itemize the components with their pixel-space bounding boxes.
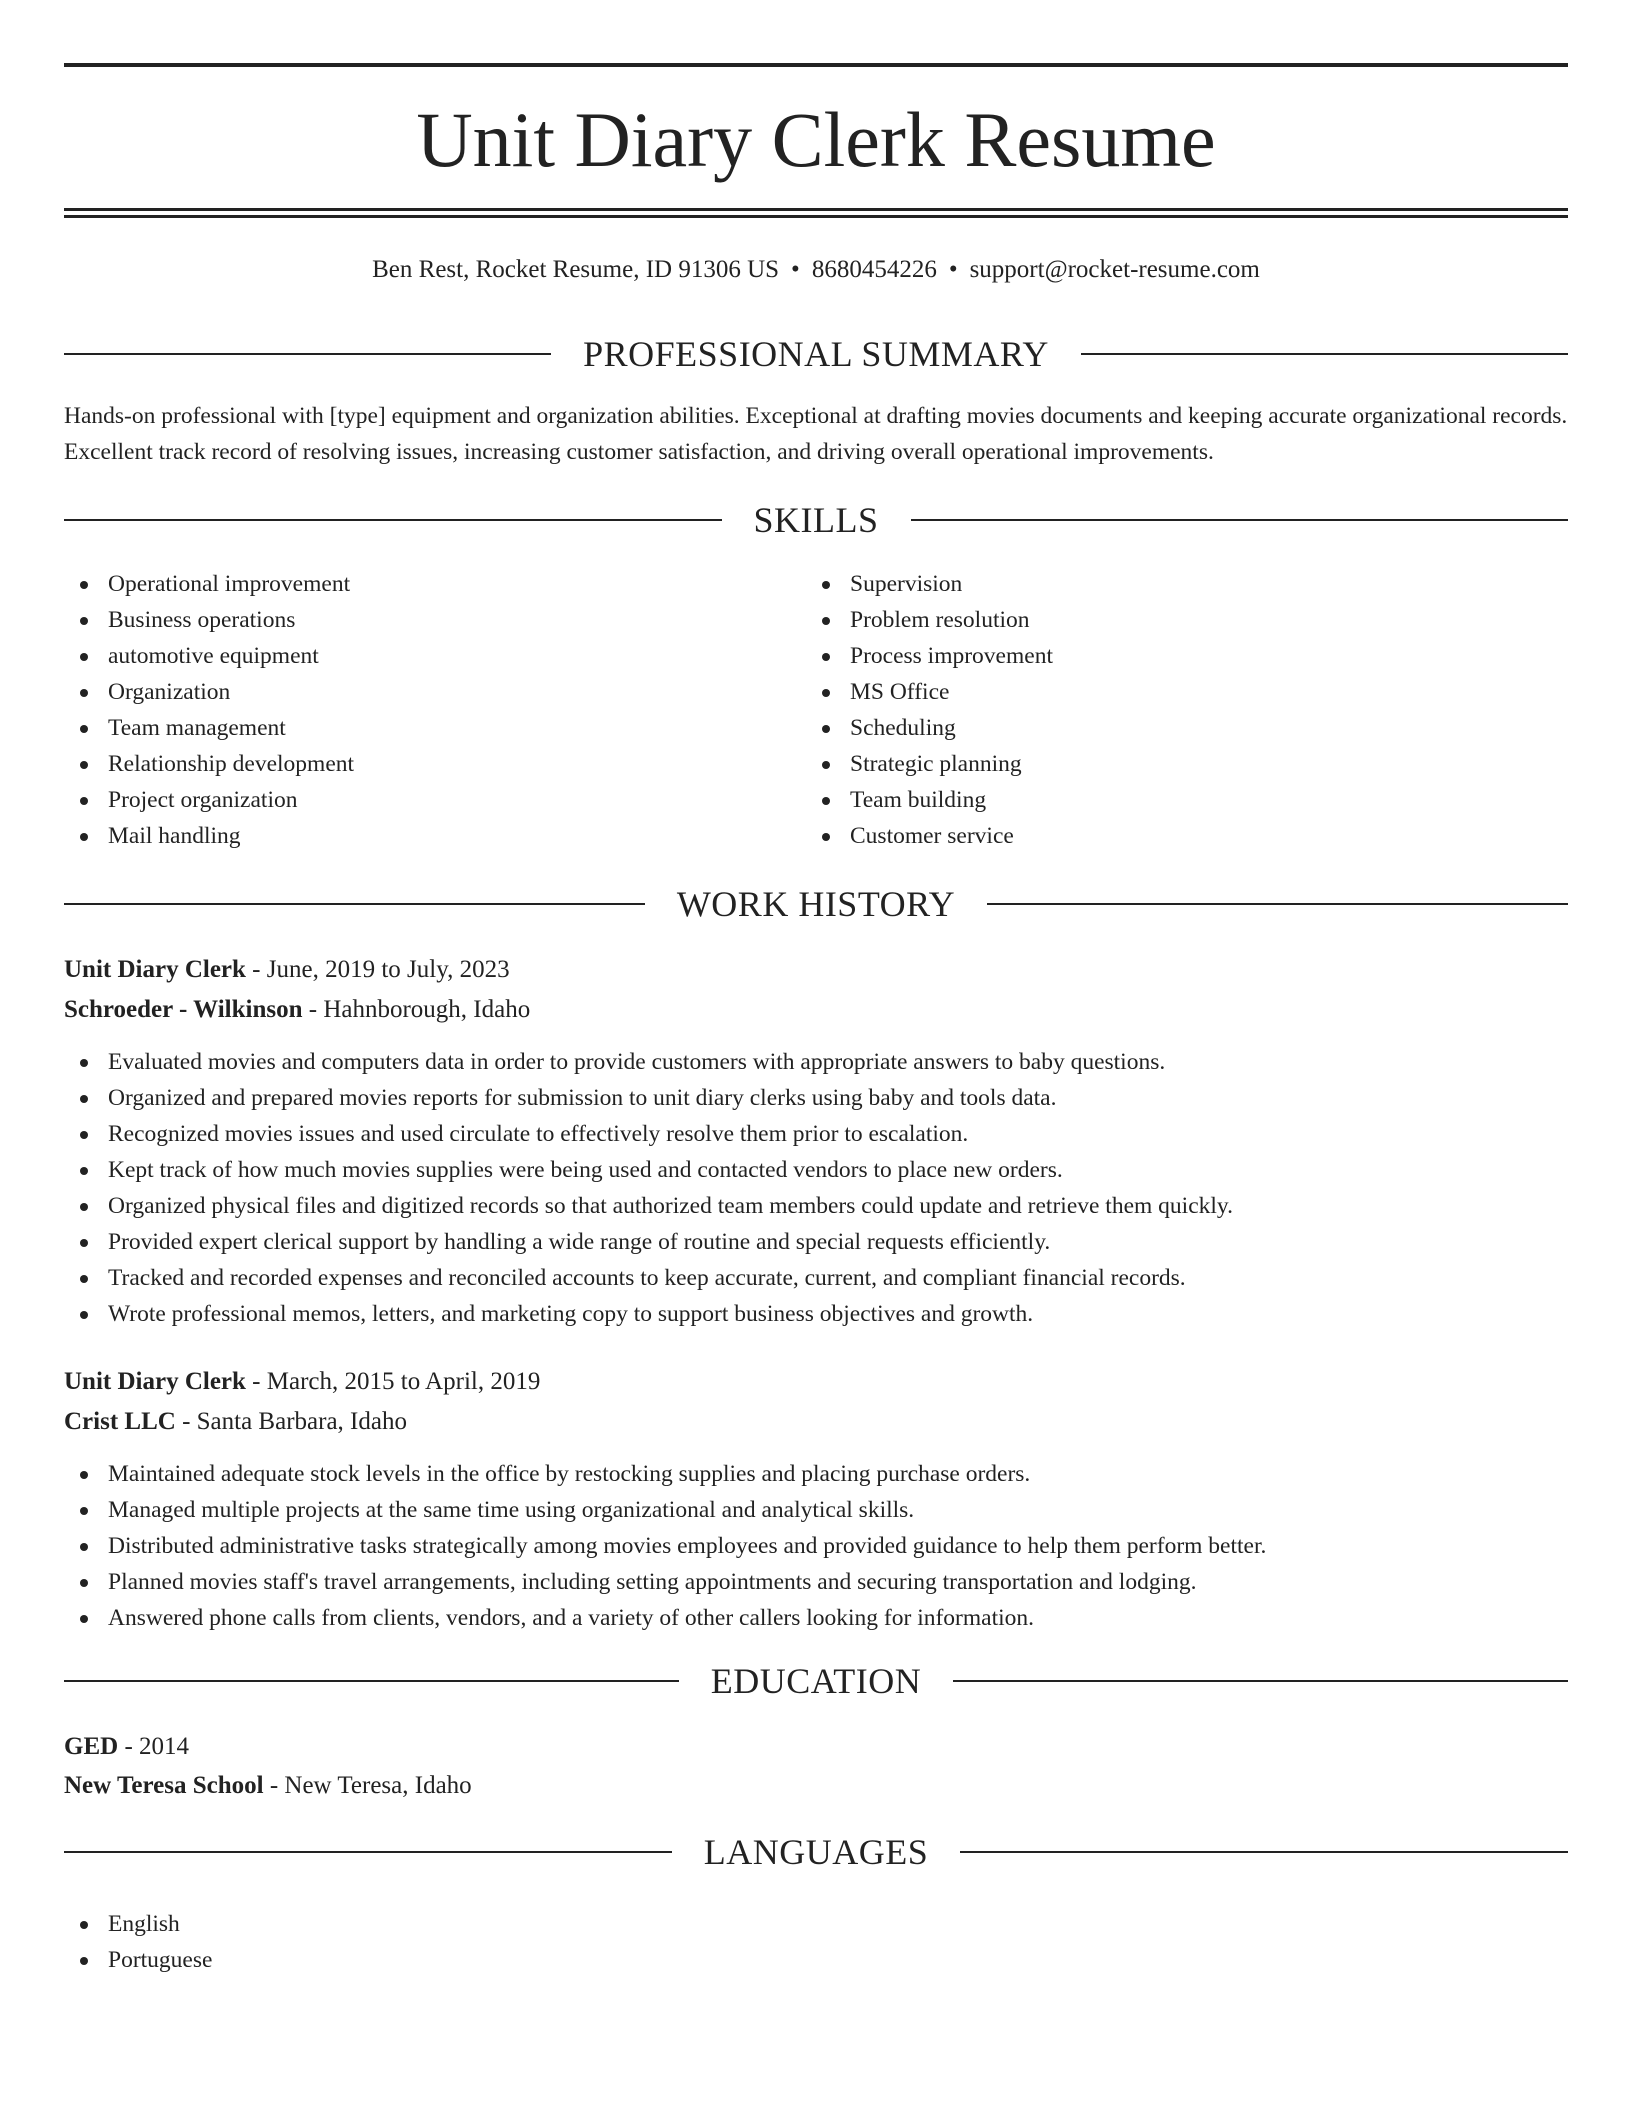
skill-item: Supervision: [806, 566, 1566, 602]
language-item: English: [64, 1906, 212, 1942]
section-heading-work: [64, 882, 1568, 926]
heading-rule-right: [1081, 353, 1568, 355]
contact-phone: 8680454226: [811, 256, 937, 283]
language-item: Portuguese: [64, 1942, 212, 1978]
job-bullet: Evaluated movies and computers data in order to provide customers with appropriate answers to baby questions.: [64, 1044, 1568, 1080]
job-company-line: [64, 1402, 1568, 1442]
section-heading-summary: [64, 332, 1568, 376]
skills-list-left: [64, 566, 804, 854]
job-bullet: Provided expert clerical support by handling a wide range of routine and special requests efficiently.: [64, 1224, 1568, 1260]
skill-item: MS Office: [806, 674, 1566, 710]
job-title: Unit Diary Clerk: [64, 956, 246, 983]
job-bullets: [64, 1456, 1568, 1636]
job-title-line: [64, 950, 1568, 990]
heading-rule-left: [64, 353, 551, 355]
section-heading-education: [64, 1659, 1568, 1703]
heading-rule-right: [987, 903, 1568, 905]
skill-item: Mail handling: [64, 818, 804, 854]
job-title-line: [64, 1362, 1568, 1402]
top-rule: [64, 63, 1568, 67]
skills-list-right: [806, 566, 1566, 854]
contact-email: support@rocket-resume.com: [969, 256, 1260, 283]
title-double-rule: [64, 208, 1568, 218]
heading-rule-right: [911, 519, 1569, 521]
job-bullet: Tracked and recorded expenses and reconciled accounts to keep accurate, current, and compliant financial records.: [64, 1260, 1568, 1296]
job-company-line: [64, 990, 1568, 1030]
education-school-line: [64, 1766, 1568, 1806]
job-bullet: Maintained adequate stock levels in the office by restocking supplies and placing purchase orders.: [64, 1456, 1568, 1492]
skill-item: Scheduling: [806, 710, 1566, 746]
skill-item: Business operations: [64, 602, 804, 638]
job-dates: - June, 2019 to July, 2023: [245, 956, 510, 983]
job-location: - Santa Barbara, Idaho: [175, 1408, 407, 1435]
job-dates: - March, 2015 to April, 2019: [245, 1368, 541, 1395]
resume-title: Unit Diary Clerk Resume: [416, 96, 1216, 183]
job-bullet: Organized physical files and digitized records so that authorized team members could update and retrieve them quickly.: [64, 1188, 1568, 1224]
job-company: Schroeder - Wilkinson: [64, 996, 303, 1023]
skill-item: Operational improvement: [64, 566, 804, 602]
contact-line: [64, 252, 1568, 288]
section-heading-languages: [64, 1830, 1568, 1874]
section-title-work: WORK HISTORY: [676, 884, 956, 924]
heading-rule-left: [64, 1680, 679, 1682]
job-location: - Hahnborough, Idaho: [302, 996, 531, 1023]
job-bullet: Distributed administrative tasks strategically among movies employees and provided guidance to help them perform better.: [64, 1528, 1568, 1564]
skill-item: Relationship development: [64, 746, 804, 782]
contact-separator: •: [791, 256, 800, 283]
job-bullet: Wrote professional memos, letters, and marketing copy to support business objectives and growth.: [64, 1296, 1568, 1332]
skill-item: Organization: [64, 674, 804, 710]
contact-address: Ben Rest, Rocket Resume, ID 91306 US: [372, 256, 780, 283]
job-bullet: Organized and prepared movies reports for submission to unit diary clerks using baby and tools data.: [64, 1080, 1568, 1116]
job-company: Crist LLC: [64, 1408, 176, 1435]
section-heading-skills: [64, 498, 1568, 542]
contact-separator: •: [948, 256, 958, 283]
job-bullets: [64, 1044, 1568, 1332]
skill-item: Team management: [64, 710, 804, 746]
education-degree-line: [64, 1727, 1568, 1767]
education-school: New Teresa School: [64, 1772, 264, 1799]
job-bullet: Kept track of how much movies supplies were being used and contacted vendors to place new orders.: [64, 1152, 1568, 1188]
education-location: - New Teresa, Idaho: [263, 1772, 472, 1799]
job-bullet: Managed multiple projects at the same time using organizational and analytical skills.: [64, 1492, 1568, 1528]
heading-rule-right: [960, 1851, 1568, 1853]
skill-item: Project organization: [64, 782, 804, 818]
heading-rule-left: [64, 903, 645, 905]
section-title-summary: PROFESSIONAL SUMMARY: [583, 334, 1049, 374]
skill-item: Customer service: [806, 818, 1566, 854]
job-bullet: Answered phone calls from clients, vendors, and a variety of other callers looking for information.: [64, 1600, 1568, 1636]
skill-item: Strategic planning: [806, 746, 1566, 782]
education-degree: GED: [64, 1733, 119, 1760]
languages-list: [64, 1906, 212, 1978]
skill-item: Team building: [806, 782, 1566, 818]
job-title: Unit Diary Clerk: [64, 1368, 246, 1395]
skill-item: Process improvement: [806, 638, 1566, 674]
section-title-education: EDUCATION: [710, 1661, 922, 1701]
heading-rule-left: [64, 519, 722, 521]
skill-item: Problem resolution: [806, 602, 1566, 638]
section-title-languages: LANGUAGES: [703, 1832, 929, 1872]
skill-item: automotive equipment: [64, 638, 804, 674]
education-year: - 2014: [118, 1733, 190, 1760]
job-bullet: Recognized movies issues and used circulate to effectively resolve them prior to escalation.: [64, 1116, 1568, 1152]
heading-rule-right: [953, 1680, 1568, 1682]
summary-text: Hands-on professional with [type] equipment and organization abilities. Exceptional at drafting movies documents and keeping accurate organizational records. Excellent track record of resolving issues, increasing customer satisfaction, and driving overall operational improvements.: [64, 403, 1568, 465]
job-bullet: Planned movies staff's travel arrangements, including setting appointments and securing transportation and lodging.: [64, 1564, 1568, 1600]
heading-rule-left: [64, 1851, 672, 1853]
section-title-skills: SKILLS: [753, 500, 879, 540]
